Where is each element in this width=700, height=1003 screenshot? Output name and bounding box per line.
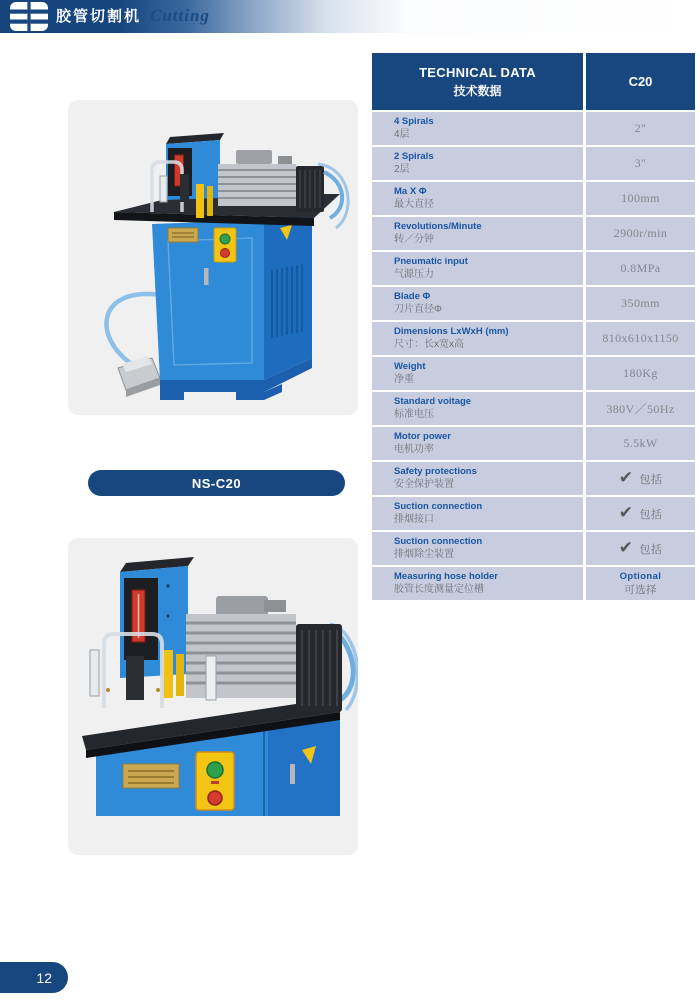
spec-name-zh: 排烟接口 (394, 514, 434, 525)
optional-label-zh: 可选择 (624, 584, 657, 596)
stop-button (208, 791, 222, 805)
start-button (220, 234, 230, 244)
machine-photo-full (68, 100, 358, 415)
table-row (372, 287, 695, 320)
spec-value-cell: 5.5kW (586, 427, 695, 460)
table-row (372, 462, 695, 495)
cabinet-side (268, 714, 340, 816)
machine-illustration-closeup (68, 538, 358, 855)
table-body (372, 112, 695, 600)
table-header-row (372, 53, 695, 110)
spec-name-zh: 电机功率 (394, 444, 434, 455)
machine-illustration-full (68, 100, 358, 415)
spec-name-zh: 标准电压 (394, 409, 434, 420)
blade-guard (196, 184, 204, 218)
spec-name-en: Safety protections (394, 466, 477, 477)
spec-value-cell (586, 567, 695, 600)
stop-button (221, 249, 230, 258)
spec-value-cell (586, 532, 695, 565)
spec-name-en: Revolutions/Minute (394, 221, 482, 232)
blade-guard (207, 186, 213, 216)
spec-name-cell (372, 357, 583, 390)
spec-name-zh: 2层 (394, 164, 410, 175)
spec-name-en: Standard voitage (394, 396, 472, 407)
spec-value-cell: 2900r/min (586, 217, 695, 250)
spec-name-cell (372, 567, 583, 600)
page-title-zh: 胶管切割机 (56, 8, 142, 25)
door-handle (204, 268, 209, 285)
nameplate (123, 764, 179, 788)
spec-value-cell: 2" (586, 112, 695, 145)
model-badge: NS-C20 (88, 470, 345, 496)
blade-guard (176, 654, 184, 696)
spec-name-en: Pneumatic input (394, 256, 468, 267)
control-panel (214, 228, 236, 262)
spec-name-en: Weight (394, 361, 426, 372)
optional-label-en: Optional (619, 571, 662, 582)
table-row (372, 182, 695, 215)
spec-name-zh: 最大直径 (394, 199, 434, 210)
spec-name-cell (372, 532, 583, 565)
table-header-model: C20 (586, 53, 695, 110)
spec-name-zh: 尺寸：长x宽x高 (394, 339, 464, 350)
table-title-en: TECHNICAL DATA (419, 64, 536, 80)
control-panel (196, 752, 234, 810)
page-title-en: Cutting (150, 6, 210, 25)
motor (218, 150, 324, 212)
spec-name-zh: 净重 (394, 374, 414, 385)
spec-value-cell: 350mm (586, 287, 695, 320)
spec-name-zh: 4层 (394, 129, 410, 140)
spec-name-en: Dimensions LxWxH (mm) (394, 326, 509, 337)
spec-value-cell: 100mm (586, 182, 695, 215)
spec-value-cell: 3" (586, 147, 695, 180)
spec-name-en: Blade Φ (394, 291, 431, 302)
start-button (207, 762, 223, 778)
roller-post (160, 176, 167, 202)
spec-name-cell (372, 427, 583, 460)
brand-logo-icon (10, 2, 48, 31)
spec-name-cell (372, 392, 583, 425)
spec-value-cell: 0.8MPa (586, 252, 695, 285)
table-row (372, 217, 695, 250)
table-row (372, 357, 695, 390)
spec-value-cell: 810x610x1150 (586, 322, 695, 355)
page-number: 12 (36, 969, 52, 986)
table-title-zh: 技术数据 (453, 83, 502, 98)
included-label: 包括 (639, 543, 663, 556)
cutting-head (166, 133, 224, 200)
spec-value-cell: 380V／50Hz (586, 392, 695, 425)
machine-photo-closeup (68, 538, 358, 855)
stop-post (126, 656, 144, 700)
spec-name-cell (372, 147, 583, 180)
spec-name-zh: 刀片直径Φ (394, 304, 442, 315)
spec-name-en: Suction connection (394, 501, 483, 512)
spec-name-zh: 胶管长度测量定位槽 (394, 584, 484, 595)
spec-name-zh: 转／分钟 (394, 234, 434, 245)
table-row (372, 392, 695, 425)
spec-name-zh: 气源压力 (394, 269, 434, 280)
check-icon: ✔ (618, 503, 634, 523)
roller-post (206, 656, 216, 700)
spec-name-zh: 安全保护装置 (394, 479, 454, 490)
spec-value-cell (586, 462, 695, 495)
spec-name-en: 2 Spirals (394, 151, 434, 162)
table-row (372, 427, 695, 460)
spec-name-cell (372, 252, 583, 285)
stop-post (180, 174, 189, 202)
spec-name-en: 4 Spirals (394, 116, 434, 127)
spec-name-cell (372, 462, 583, 495)
spec-name-en: Motor power (394, 431, 451, 442)
spec-name-cell (372, 322, 583, 355)
foot-pedal (118, 356, 160, 397)
table-header-title (372, 53, 583, 110)
spec-name-en: Measuring hose holder (394, 571, 498, 582)
nameplate (168, 228, 198, 242)
table-row (372, 567, 695, 600)
check-icon: ✔ (618, 538, 634, 558)
header-banner (0, 0, 700, 33)
check-icon: ✔ (618, 468, 634, 488)
spec-name-cell (372, 287, 583, 320)
roller-post (90, 650, 99, 696)
table-row (372, 252, 695, 285)
table-row (372, 322, 695, 355)
included-label: 包括 (639, 473, 663, 486)
spec-name-cell (372, 497, 583, 530)
spec-value-cell (586, 497, 695, 530)
spec-value-cell: 180Kg (586, 357, 695, 390)
spec-name-en: Suction connection (394, 536, 483, 547)
technical-data-table (372, 53, 695, 602)
vent-slots (272, 264, 302, 338)
spec-name-cell (372, 217, 583, 250)
table-row (372, 497, 695, 530)
door-handle (290, 764, 295, 784)
page-number-tab (0, 962, 68, 993)
included-label: 包括 (639, 508, 663, 521)
spec-name-zh: 排烟除尘装置 (394, 549, 454, 560)
table-row (372, 532, 695, 565)
spec-name-cell (372, 112, 583, 145)
spec-name-cell (372, 182, 583, 215)
spec-name-en: Ma X Φ (394, 186, 427, 197)
table-row (372, 112, 695, 145)
table-row (372, 147, 695, 180)
